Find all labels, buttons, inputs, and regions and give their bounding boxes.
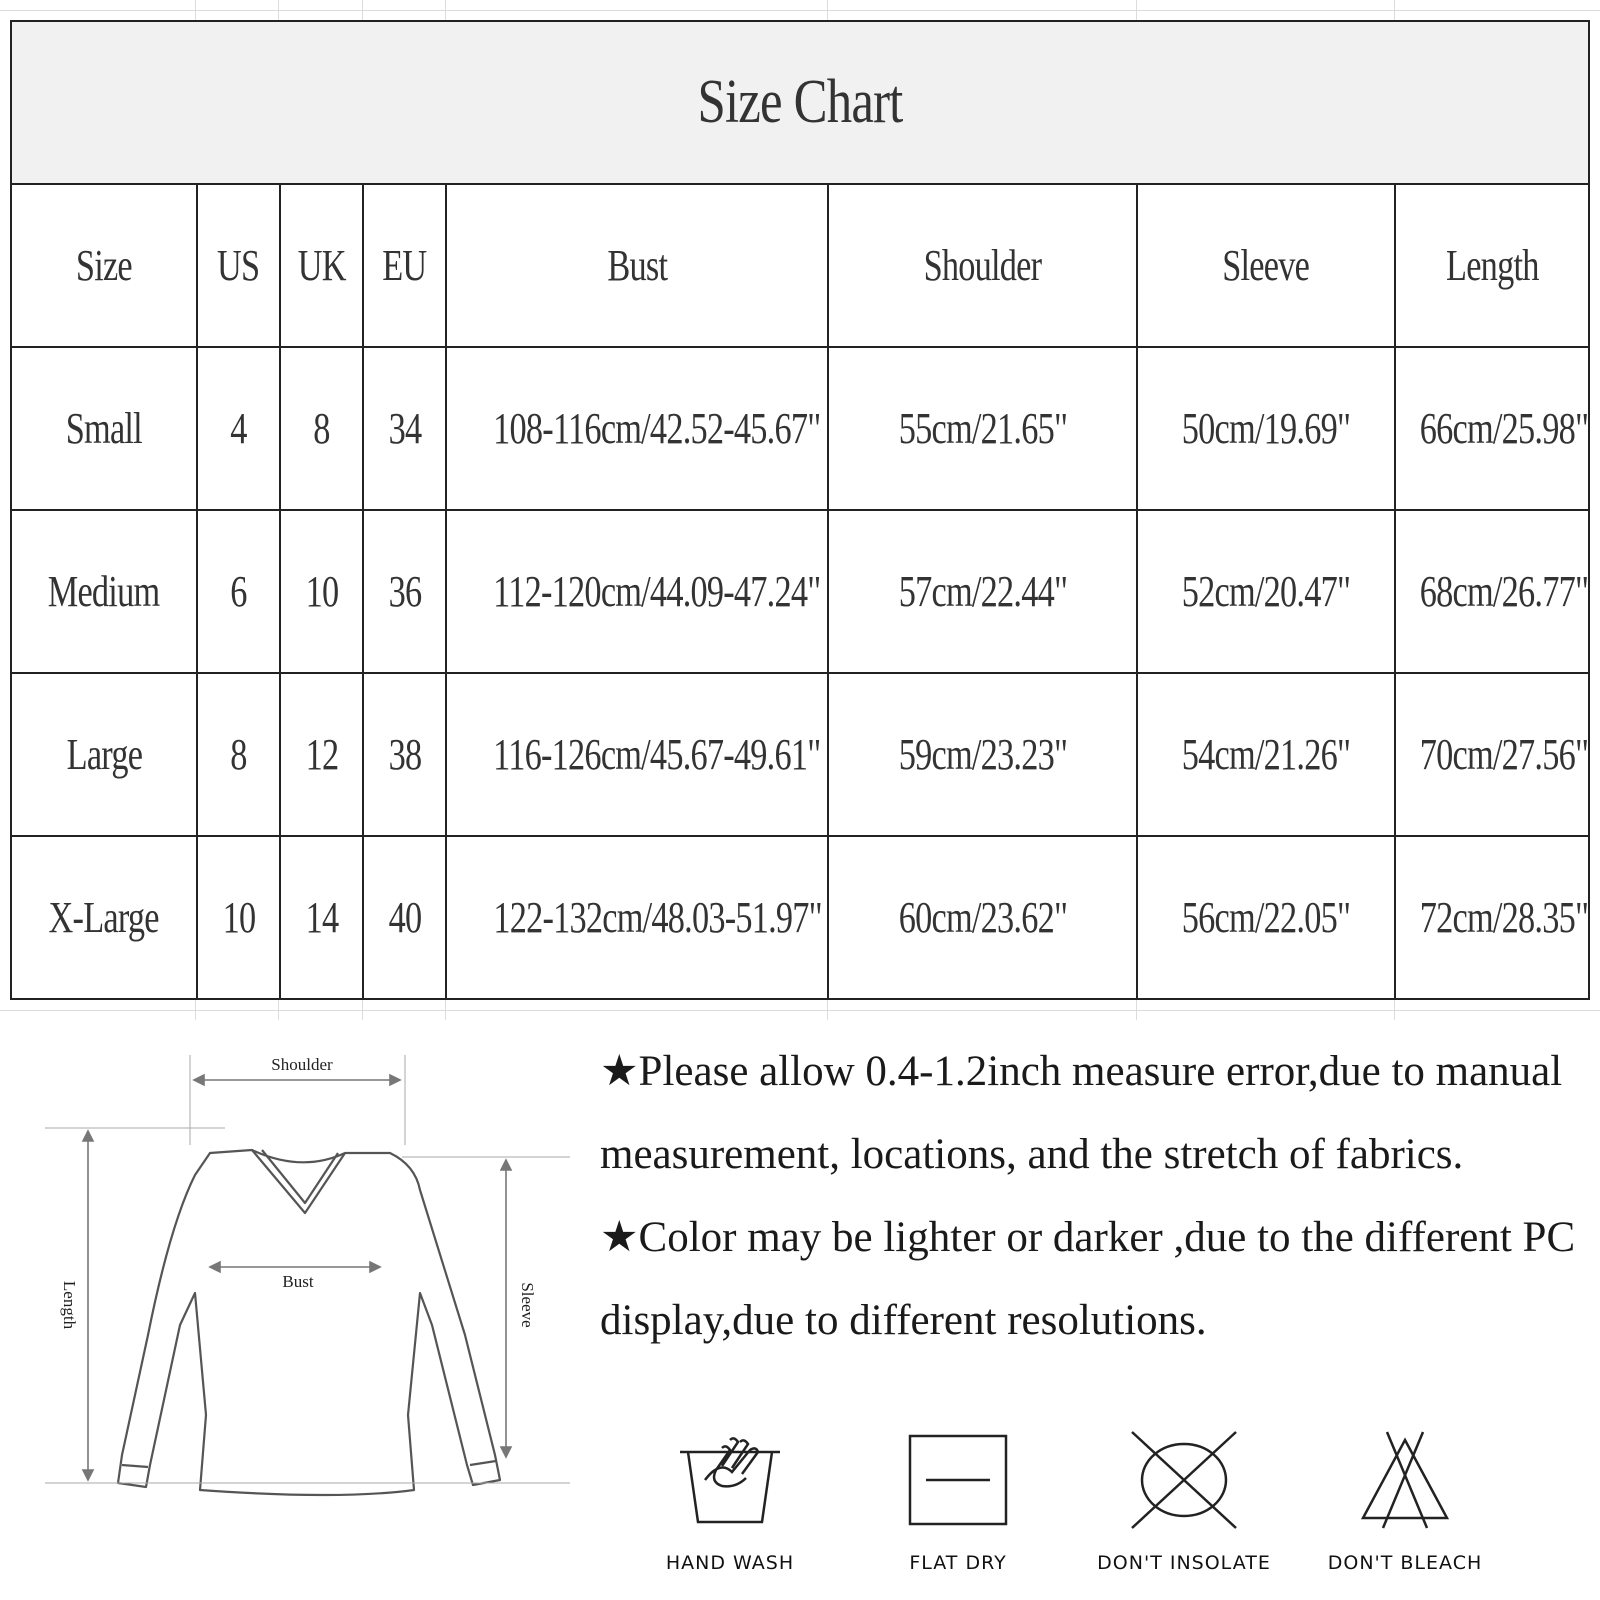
table-cell: 59cm/23.23" [828,673,1137,836]
table-cell: 8 [197,673,280,836]
header-shoulder: Shoulder [828,185,1137,347]
table-row [12,510,1588,673]
table-cell: 57cm/22.44" [828,510,1137,673]
table-cell: Medium [12,510,197,673]
table-cell: 68cm/26.77" [1395,510,1588,673]
table-cell: 72cm/28.35" [1395,836,1588,998]
care-item-hand-wash [630,1430,830,1590]
table-cell: 52cm/20.47" [1137,510,1395,673]
dont-insolate-icon [1124,1430,1244,1530]
care-label: DON'T BLEACH [1327,1552,1483,1574]
header-uk: UK [280,185,363,347]
table-cell: 34 [363,347,446,510]
shoulder-label: Shoulder [271,1055,333,1074]
table-cell: 4 [197,347,280,510]
length-label: Length [60,1280,79,1330]
table-header-row [12,185,1588,347]
measurement-diagram [40,1025,580,1550]
header-length: Length [1395,185,1588,347]
care-label: HAND WASH [665,1552,795,1574]
care-item-dont-insolate [1084,1430,1284,1590]
table-cell: 40 [363,836,446,998]
table-row [12,347,1588,510]
table-cell: 10 [197,836,280,998]
bust-label: Bust [282,1272,314,1291]
header-size: Size [12,185,197,347]
sleeve-label: Sleeve [518,1282,537,1328]
table-cell: Small [12,347,197,510]
care-item-flat-dry [858,1430,1058,1590]
table-cell: 10 [280,510,363,673]
table-cell: 122-132cm/48.03-51.97" [446,836,828,998]
title-bar [12,22,1588,185]
table-cell: 50cm/19.69" [1137,347,1395,510]
chart-title: Size Chart [697,68,903,136]
measure-error-note: ★Please allow 0.4-1.2inch measure error,due to manual measurement, locations, and the stretch of fabrics. [600,1048,1563,1178]
table-cell: X-Large [12,836,197,998]
grid-line [0,10,1600,11]
table-cell: 54cm/21.26" [1137,673,1395,836]
table-row [12,836,1588,998]
notes [600,1030,1585,1362]
header-sleeve: Sleeve [1137,185,1395,347]
table-cell: 66cm/25.98" [1395,347,1588,510]
table-row [12,673,1588,836]
table-cell: 36 [363,510,446,673]
sweater-outline-icon [118,1150,500,1495]
table-cell: 112-120cm/44.09-47.24" [446,510,828,673]
table-cell: 70cm/27.56" [1395,673,1588,836]
care-label: DON'T INSOLATE [1097,1552,1271,1574]
table-cell: Large [12,673,197,836]
table-cell: 6 [197,510,280,673]
color-note: ★Color may be lighter or darker ,due to the different PC display,due to different resolutions. [600,1214,1576,1344]
header-bust: Bust [446,185,828,347]
flat-dry-icon [898,1430,1018,1530]
header-eu: EU [363,185,446,347]
grid-line [0,1010,1600,1011]
table-cell: 56cm/22.05" [1137,836,1395,998]
table-cell: 55cm/21.65" [828,347,1137,510]
table-cell: 108-116cm/42.52-45.67" [446,347,828,510]
dont-bleach-icon [1345,1430,1465,1530]
care-item-dont-bleach [1305,1430,1505,1590]
care-label: FLAT DRY [909,1552,1007,1574]
table-cell: 38 [363,673,446,836]
table-cell: 60cm/23.62" [828,836,1137,998]
size-chart [10,20,1590,1000]
hand-wash-icon [670,1430,790,1530]
table-cell: 116-126cm/45.67-49.61" [446,673,828,836]
table-cell: 14 [280,836,363,998]
header-us: US [197,185,280,347]
size-table [12,185,1588,998]
table-cell: 8 [280,347,363,510]
table-cell: 12 [280,673,363,836]
